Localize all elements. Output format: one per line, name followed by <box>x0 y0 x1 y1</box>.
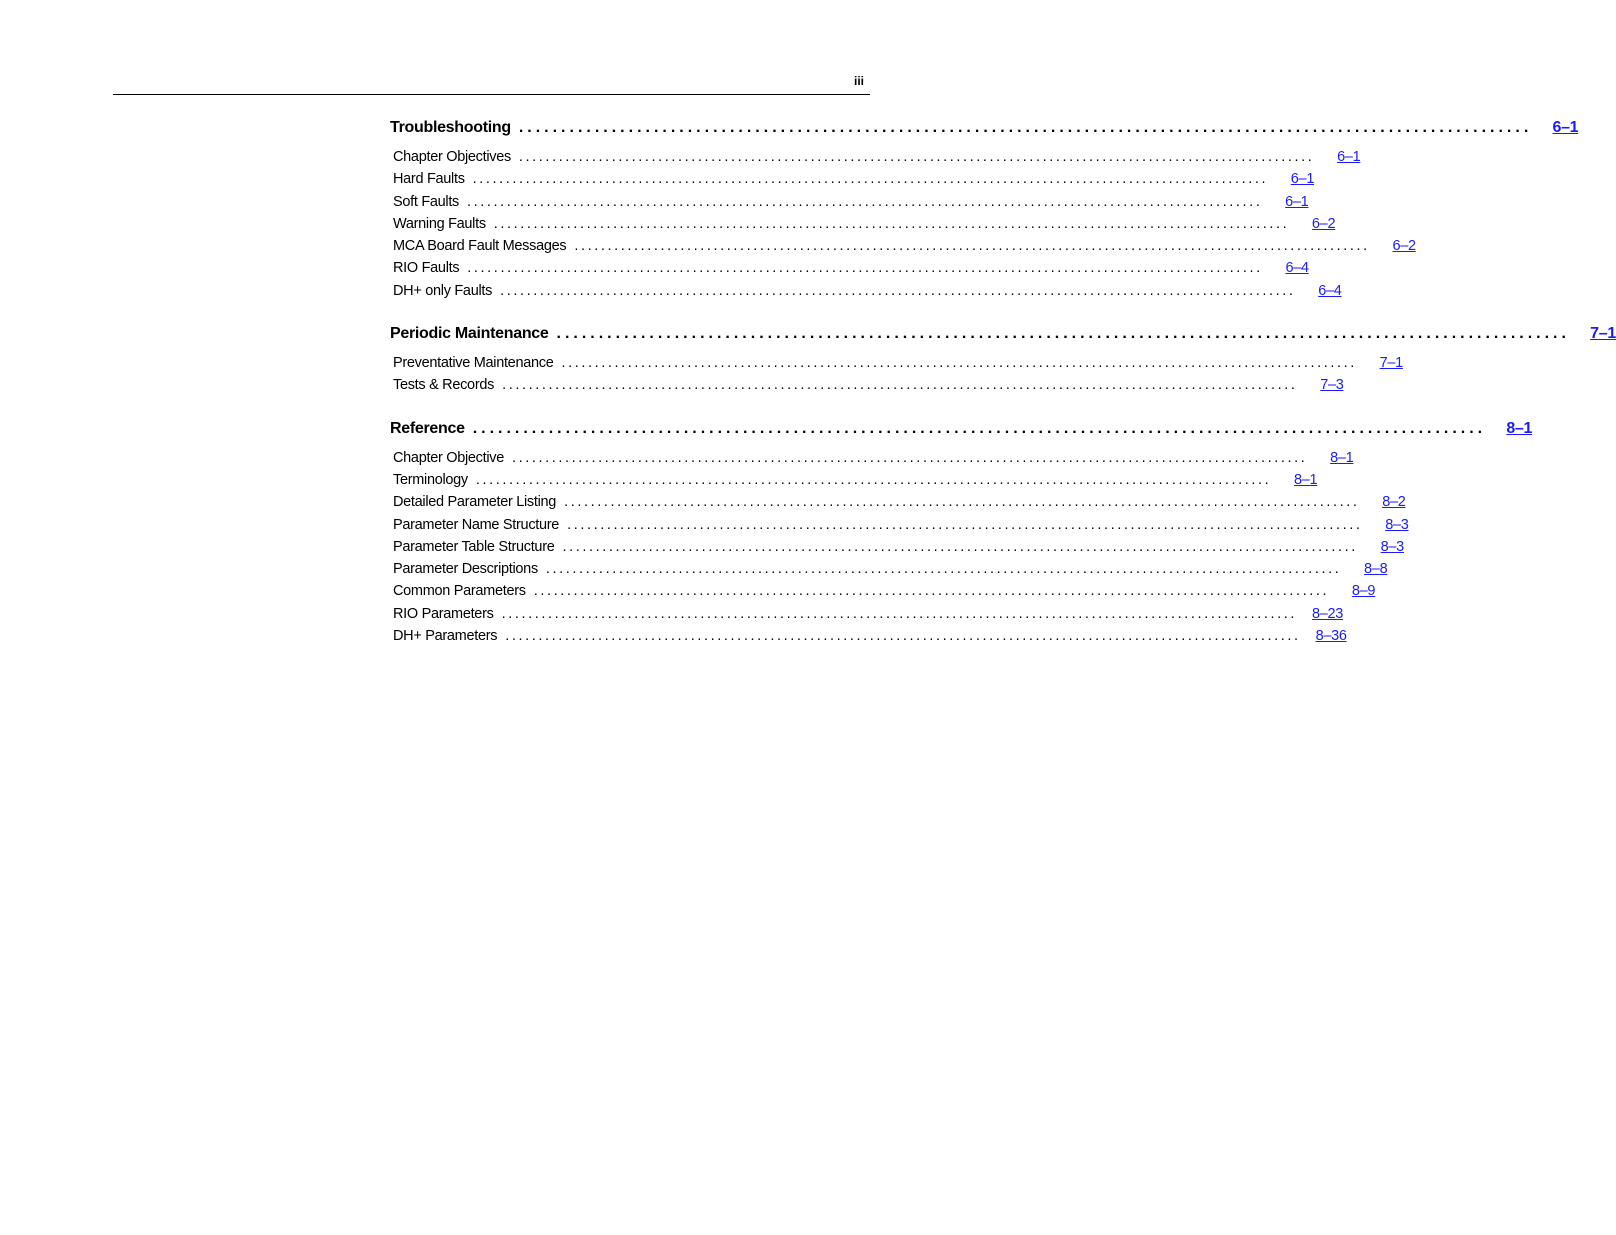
entry-label: Parameter Name Structure <box>393 516 560 533</box>
dot-leader: ........................................................................................................................ <box>501 605 1297 622</box>
toc-section-troubleshooting <box>390 119 1579 305</box>
entry-page-link[interactable]: 7–1 <box>1379 355 1403 372</box>
entry-label: MCA Board Fault Messages <box>393 238 567 255</box>
dot-leader: ........................................................................................................................ <box>475 471 1272 488</box>
entry-label: Chapter Objectives <box>393 149 511 165</box>
chapter-title: Troubleshooting <box>390 119 511 136</box>
entry-page-link[interactable]: 6–2 <box>1392 238 1416 255</box>
entry-page-link[interactable]: 8–23 <box>1311 605 1343 622</box>
dot-leader: ........................................................................................................................ <box>556 325 1570 343</box>
toc-entry <box>390 193 1309 216</box>
chapter-heading <box>390 419 1533 450</box>
dot-leader: ........................................................................................................................ <box>518 149 1315 165</box>
toc-entry <box>390 238 1416 260</box>
chapter-heading <box>390 325 1616 355</box>
dot-leader: ........................................................................................................................ <box>500 282 1296 299</box>
dot-leader: ........................................................................................................................ <box>561 355 1357 372</box>
entry-label: RIO Faults <box>393 260 460 277</box>
toc-entry <box>390 494 1406 516</box>
dot-leader: ........................................................................................................................ <box>502 377 1298 394</box>
entry-label: Warning Faults <box>393 215 486 232</box>
toc-entry <box>390 561 1388 583</box>
toc-entry <box>390 377 1344 399</box>
entry-label: Preventative Maintenance <box>393 355 554 372</box>
entry-page-link[interactable]: 7–3 <box>1320 377 1344 394</box>
entry-page-link[interactable]: 6–2 <box>1311 215 1336 232</box>
entry-page-link[interactable]: 8–9 <box>1351 583 1376 600</box>
entry-page-link[interactable]: 8–3 <box>1380 538 1404 555</box>
chapter-page-link[interactable]: 7–1 <box>1590 325 1616 343</box>
toc-entry <box>390 605 1343 628</box>
chapter-page-link[interactable]: 6–1 <box>1552 119 1579 136</box>
entry-label: Parameter Descriptions <box>393 561 538 578</box>
dot-leader: ........................................................................................................................ <box>545 561 1342 578</box>
dot-leader: ........................................................................................................................ <box>505 628 1301 645</box>
header-rule <box>113 94 870 95</box>
dot-leader: ........................................................................................................................ <box>493 215 1290 232</box>
toc-section-reference <box>390 419 1533 651</box>
entry-page-link[interactable]: 8–36 <box>1315 628 1347 645</box>
chapter-page-link[interactable]: 8–1 <box>1506 419 1533 437</box>
dot-leader: ........................................................................................................................ <box>472 171 1269 188</box>
dot-leader: ........................................................................................................................ <box>472 419 1487 437</box>
chapter-heading <box>390 119 1579 149</box>
toc-section-periodic-maintenance <box>390 325 1616 400</box>
chapter-title: Reference <box>390 419 465 437</box>
entry-page-link[interactable]: 8–3 <box>1385 516 1409 533</box>
dot-leader: ........................................................................................................................ <box>518 119 1533 136</box>
entry-page-link[interactable]: 6–4 <box>1285 260 1309 277</box>
entry-label: Tests & Records <box>393 377 495 394</box>
entry-page-link[interactable]: 8–1 <box>1330 449 1354 466</box>
entry-label: Detailed Parameter Listing <box>393 494 557 511</box>
toc-entry <box>390 449 1354 472</box>
toc-entry <box>390 149 1361 171</box>
entry-label: DH+ only Faults <box>393 282 493 299</box>
entry-page-link[interactable]: 6–1 <box>1337 149 1361 165</box>
toc-entry <box>390 282 1342 305</box>
entry-page-link[interactable]: 8–8 <box>1364 561 1388 578</box>
entry-page-link[interactable]: 8–1 <box>1294 471 1318 488</box>
toc-entry <box>390 215 1336 238</box>
dot-leader: ........................................................................................................................ <box>533 583 1330 600</box>
dot-leader: ........................................................................................................................ <box>467 260 1263 277</box>
toc-entry <box>390 516 1409 539</box>
entry-label: Chapter Objective <box>393 449 504 466</box>
page-number: iii <box>853 74 864 88</box>
entry-page-link[interactable]: 8–2 <box>1382 494 1406 511</box>
entry-label: Terminology <box>393 471 468 488</box>
entry-label: Common Parameters <box>393 583 526 600</box>
toc-entry <box>390 260 1309 282</box>
entry-page-link[interactable]: 6–4 <box>1318 282 1342 299</box>
entry-label: Soft Faults <box>393 193 460 210</box>
chapter-title: Periodic Maintenance <box>390 325 549 343</box>
toc-entry <box>390 538 1404 561</box>
toc-entry <box>390 355 1403 377</box>
entry-label: RIO Parameters <box>393 605 494 622</box>
entry-label: Parameter Table Structure <box>393 538 555 555</box>
toc-entry <box>390 171 1315 193</box>
entry-label: DH+ Parameters <box>393 628 498 645</box>
entry-label: Hard Faults <box>393 171 465 188</box>
dot-leader: ........................................................................................................................ <box>567 516 1363 533</box>
dot-leader: ........................................................................................................................ <box>467 193 1263 210</box>
dot-leader: ........................................................................................................................ <box>511 449 1308 466</box>
entry-page-link[interactable]: 6–1 <box>1290 171 1315 188</box>
toc-entry <box>390 583 1376 605</box>
entry-page-link[interactable]: 6–1 <box>1285 193 1309 210</box>
table-of-contents <box>390 119 1616 670</box>
dot-leader: ........................................................................................................................ <box>564 494 1360 511</box>
toc-entry <box>390 628 1347 650</box>
toc-entry <box>390 471 1318 494</box>
dot-leader: ........................................................................................................................ <box>574 238 1370 255</box>
dot-leader: ........................................................................................................................ <box>562 538 1358 555</box>
